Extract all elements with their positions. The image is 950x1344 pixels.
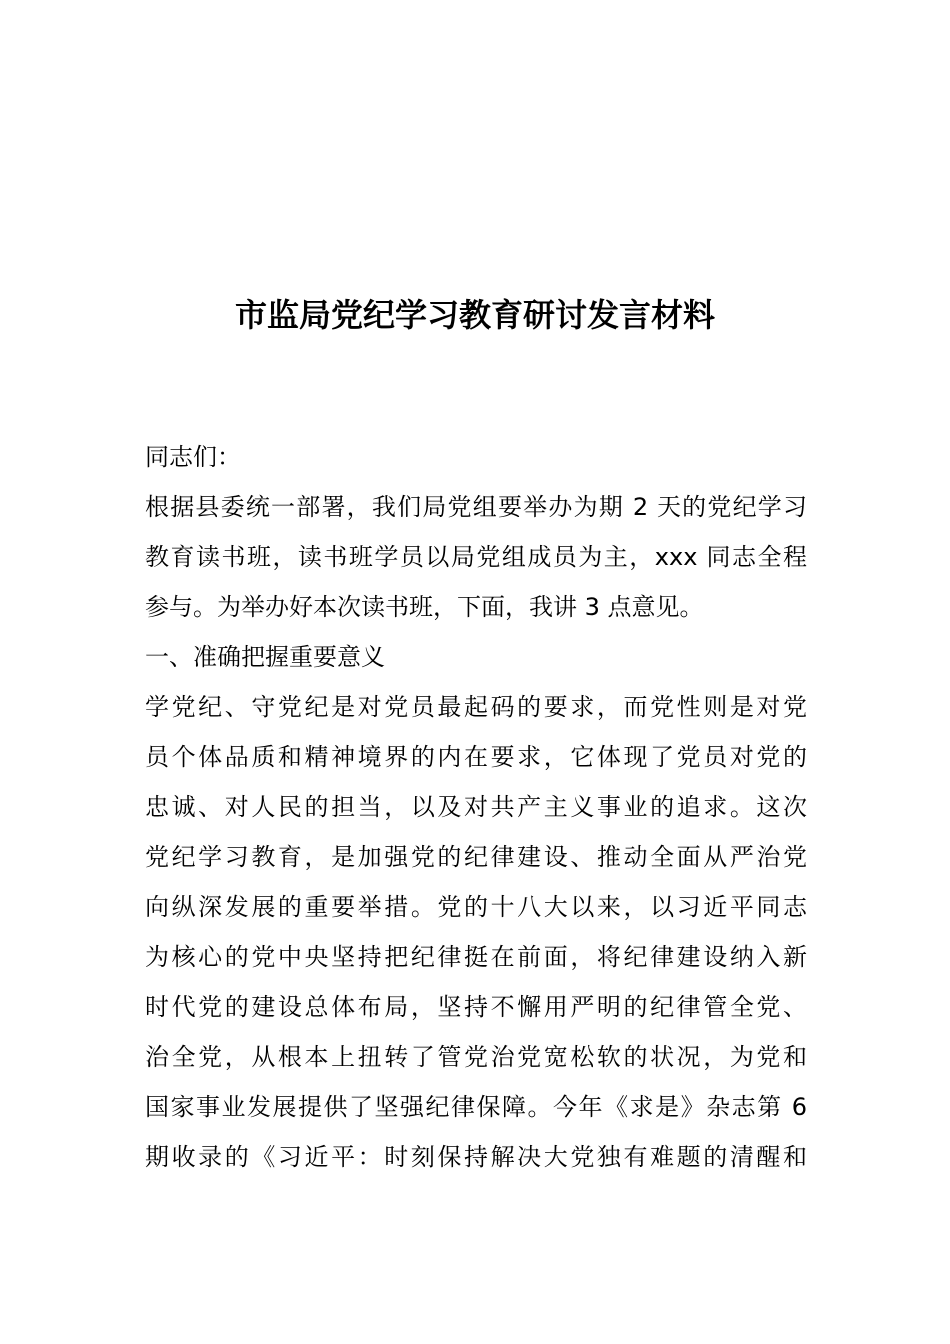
paragraph-line: 根据县委统一部署，我们局党组要举办为期 2 天的党纪学习 [145, 493, 807, 521]
paragraph-line: 治全党，从根本上扭转了管党治党宽松软的状况，为党和 [145, 1043, 807, 1071]
paragraph-line: 参与。为举办好本次读书班，下面，我讲 3 点意见。 [145, 593, 704, 621]
salutation-line: 同志们： [145, 443, 241, 471]
paragraph-line: 为核心的党中央坚持把纪律挺在前面，将纪律建设纳入新 [145, 943, 807, 971]
document-body [145, 432, 807, 1182]
section-heading: 一、准确把握重要意义 [145, 643, 385, 671]
paragraph-line: 学党纪、守党纪是对党员最起码的要求，而党性则是对党 [145, 693, 807, 721]
paragraph-line: 国家事业发展提供了坚强纪律保障。今年《求是》杂志第 6 [145, 1093, 807, 1121]
paragraph-line: 员个体品质和精神境界的内在要求，它体现了党员对党的 [145, 743, 807, 771]
paragraph-line: 向纵深发展的重要举措。党的十八大以来，以习近平同志 [145, 893, 807, 921]
paragraph-line: 党纪学习教育，是加强党的纪律建设、推动全面从严治党 [145, 843, 807, 871]
document-title: 市监局党纪学习教育研讨发言材料 [234, 296, 715, 334]
paragraph-line: 忠诚、对人民的担当，以及对共产主义事业的追求。这次 [145, 793, 807, 821]
paragraph-line: 期收录的《习近平：时刻保持解决大党独有难题的清醒和 [145, 1143, 807, 1171]
paragraph-line: 教育读书班，读书班学员以局党组成员为主，xxx 同志全程 [145, 543, 807, 571]
paragraph-line: 时代党的建设总体布局，坚持不懈用严明的纪律管全党、 [145, 993, 807, 1021]
